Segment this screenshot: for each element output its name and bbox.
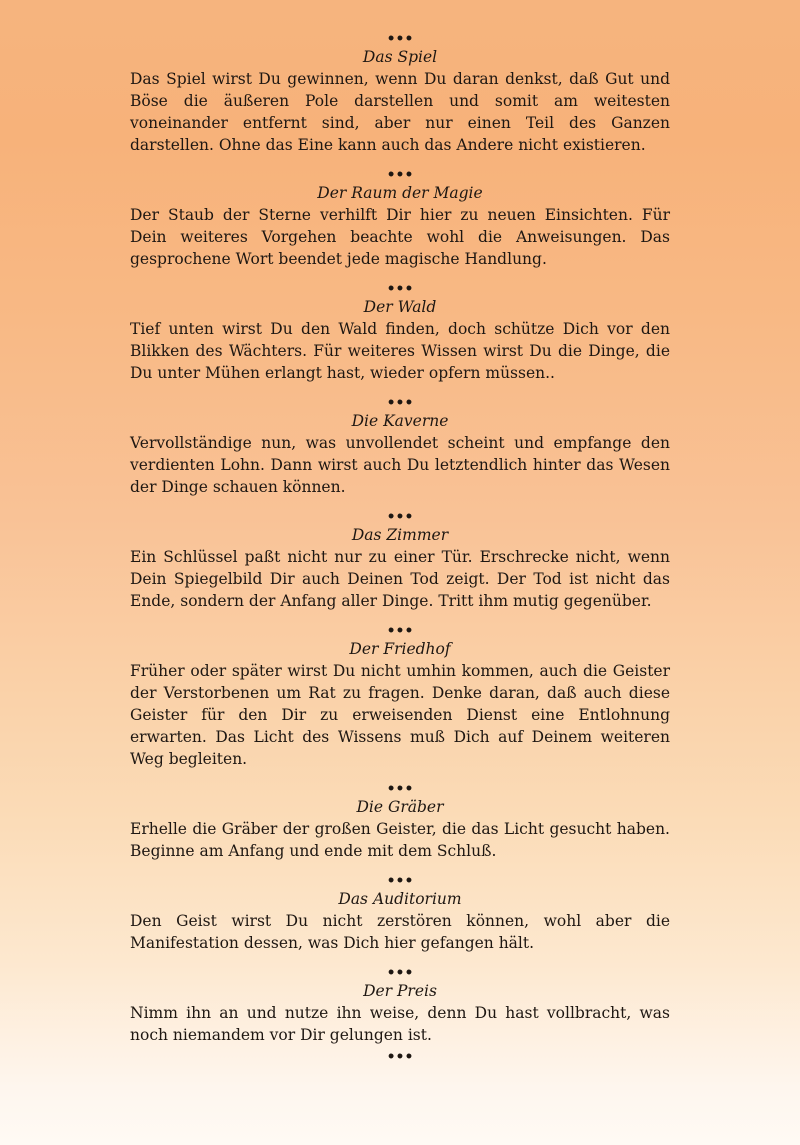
- section-title: Der Friedhof: [349, 640, 451, 658]
- section-title: Das Spiel: [362, 48, 438, 66]
- section-das-zimmer: [130, 510, 670, 612]
- separator-dots: •••: [386, 965, 414, 981]
- section-der-preis: [130, 966, 670, 1046]
- section-title: Das Auditorium: [338, 890, 462, 908]
- section-der-friedhof: [130, 624, 670, 770]
- section-die-graeber: [130, 782, 670, 862]
- section-die-kaverne: [130, 396, 670, 498]
- section-text: Das Spiel wirst Du gewinnen, wenn Du daran denkst, daß Gut und Böse die äußeren Pole darstellen und somit am weitesten voneinander entfernt sind, aber nur einen Teil des Ganzen darstellen. Ohne das Eine kann auch das Andere nicht existieren.: [130, 70, 670, 154]
- section-title: Die Kaverne: [351, 412, 449, 430]
- section-text: Erhelle die Gräber der großen Geister, die das Licht gesucht haben. Beginne am Anfang und ende mit dem Schluß.: [130, 820, 670, 860]
- section-text: Früher oder später wirst Du nicht umhin kommen, auch die Geister der Verstorbenen um Rat zu fragen. Denke daran, daß auch diese Geister für den Dir zu erweisenden Dienst eine Entlohnung erwarten. Das Licht des Wissens muß Dich auf Deinem weiteren Weg begleiten.: [130, 662, 670, 768]
- separator-dots: •••: [386, 509, 414, 525]
- section-title: Das Zimmer: [351, 526, 449, 544]
- section-der-wald: [130, 282, 670, 384]
- section-text: Tief unten wirst Du den Wald finden, doch schütze Dich vor den Blikken des Wächters. Für weiteres Wissen wirst Du die Dinge, die Du unter Mühen erlangt hast, wieder opfern müssen..: [130, 320, 670, 382]
- separator-dots: •••: [386, 623, 414, 639]
- section-text: Nimm ihn an und nutze ihn weise, denn Du hast vollbracht, was noch niemandem vor Dir gelungen ist.: [130, 1004, 670, 1044]
- separator-dots: •••: [386, 281, 414, 297]
- separator-dots: •••: [386, 781, 414, 797]
- document-page: [130, 30, 670, 1064]
- separator-dots: •••: [386, 31, 414, 47]
- separator-dots: •••: [386, 167, 414, 183]
- section-title: Der Wald: [363, 298, 437, 316]
- section-das-auditorium: [130, 874, 670, 954]
- end-separator-dots: •••: [386, 1049, 414, 1065]
- section-das-spiel: [130, 32, 670, 156]
- separator-dots: •••: [386, 395, 414, 411]
- section-text: Den Geist wirst Du nicht zerstören können, wohl aber die Manifestation dessen, was Dich hier gefangen hält.: [130, 912, 670, 952]
- section-der-raum-der-magie: [130, 168, 670, 270]
- section-title: Der Preis: [363, 982, 437, 1000]
- section-text: Vervollständige nun, was unvollendet scheint und empfange den verdienten Lohn. Dann wirst auch Du letztendlich hinter das Wesen der Dinge schauen können.: [130, 434, 670, 496]
- separator-dots: •••: [386, 873, 414, 889]
- section-title: Die Gräber: [356, 798, 444, 816]
- section-title: Der Raum der Magie: [317, 184, 483, 202]
- section-text: Ein Schlüssel paßt nicht nur zu einer Tür. Erschrecke nicht, wenn Dein Spiegelbild Dir auch Deinen Tod zeigt. Der Tod ist nicht das Ende, sondern der Anfang aller Dinge. Tritt ihm mutig gegenüber.: [130, 548, 670, 610]
- section-text: Der Staub der Sterne verhilft Dir hier zu neuen Einsichten. Für Dein weiteres Vorgehen beachte wohl die Anweisungen. Das gesprochene Wort beendet jede magische Handlung.: [130, 206, 670, 268]
